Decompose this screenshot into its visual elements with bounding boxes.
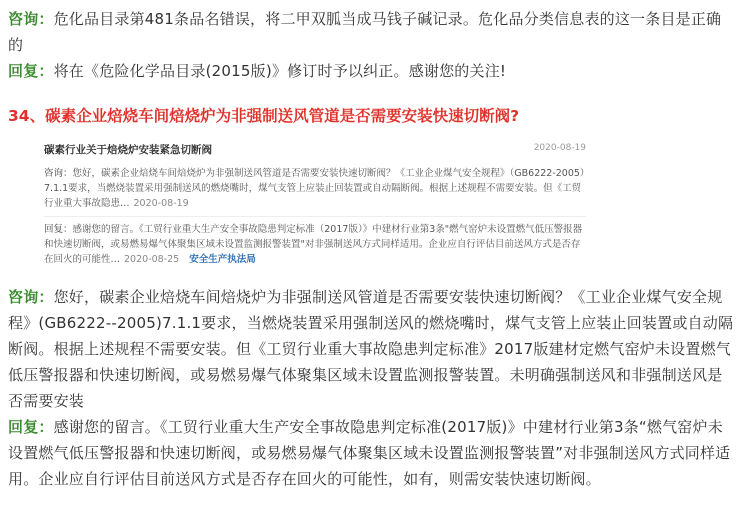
card-answer-text: 感谢您的留言。《工贸行业重大生产安全事故隐患判定标准（2017版）》中建材行业第3条"燃气窑炉未设置燃气低压警报器和快速切断阀，或易燃易爆气体聚集区域未设置监测报警装置"对非强制送风方式同样适用。企业应自行评估目前送风方式是否存在回火的可能性… — [44, 224, 583, 265]
card-title: 碳素行业关于焙烧炉安装紧急切断阀 — [44, 144, 212, 156]
bottom-question — [8, 284, 736, 414]
card-question-text: 您好，碳素企业焙烧车间焙烧炉为非强制送风管道是否需要安装快速切断阀？《工业企业煤气安全规程》（GB6222-2005）7.1.1要求，当燃烧装置采用强制送风的燃烧嘴时，煤气支管上应装止回装置或自动隔断阀。根据上述规程不需要安装。但《工贸行业重大事故隐患… — [44, 168, 585, 209]
card-answer-label: 回复： — [44, 224, 73, 235]
card-question-label: 咨询： — [44, 168, 73, 179]
answer-text: 将在《危险化学品目录(2015版)》修订时予以纠正。感谢您的关注! — [53, 62, 507, 80]
bottom-answer — [8, 414, 736, 492]
question-label: 咨询： — [8, 288, 54, 306]
card-org-link[interactable]: 安全生产执法局 — [189, 254, 256, 265]
top-answer — [8, 58, 736, 84]
answer-text: 感谢您的留言。《工贸行业重大生产安全事故隐患判定标准(2017版)》中建材行业第3条“燃气窑炉未设置燃气低压警报器和快速切断阀，或易燃易爆气体聚集区域未设置监测报警装置”对非强制送风方式同样适用。企业应自行评估目前送风方式是否存在回火的可能性，如有，则需安装快速切断阀。 — [8, 418, 731, 488]
answer-label: 回复： — [8, 62, 54, 80]
card-question-date: 2020-08-19 — [133, 198, 189, 209]
embedded-screenshot-card — [30, 136, 600, 276]
question-label: 咨询： — [8, 10, 54, 28]
card-answer — [44, 222, 586, 267]
answer-label: 回复： — [8, 418, 54, 436]
card-answer-date: 2020-08-25 — [124, 254, 180, 265]
card-question — [44, 166, 586, 211]
question-text: 危化品目录第481条品名错误，将二甲双胍当成马钱子碱记录。危化品分类信息表的这一条目是正确的 — [8, 10, 722, 54]
top-question — [8, 6, 736, 58]
section-heading: 34、碳素企业焙烧车间焙烧炉为非强制送风管道是否需要安装快速切断阀? — [8, 107, 520, 125]
card-divider — [44, 216, 586, 217]
question-text: 您好，碳素企业焙烧车间焙烧炉为非强制送风管道是否需要安装快速切断阀？《工业企业煤气安全规程》(GB6222--2005)7.1.1要求，当燃烧装置采用强制送风的燃烧嘴时，煤气支管上应装止回装置或自动隔断阀。根据上述规程不需要安装。但《工贸行业重大事故隐患判定标准》2017版建材定燃气窑炉未设置燃气低压警报器和快速切断阀，或易燃易爆气体聚集区域未设置监测报警装置。未明确强制送风和非强制送风是否需要安装 — [8, 288, 734, 410]
card-date: 2020-08-19 — [533, 143, 586, 153]
